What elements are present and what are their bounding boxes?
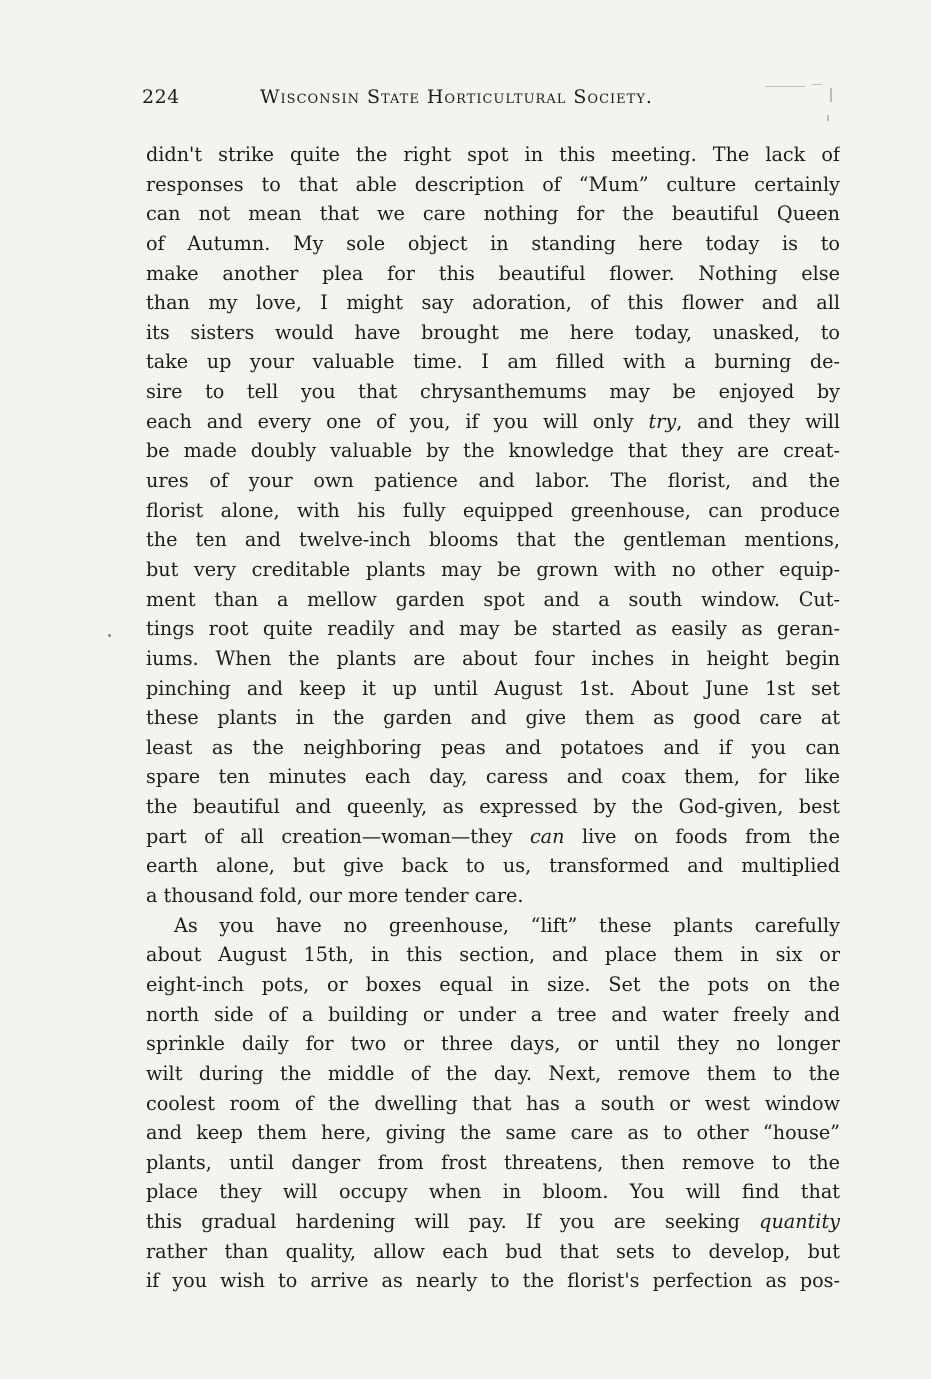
text-line: but very creditable plants may be grown with no other equip-	[146, 557, 840, 581]
text-line: earth alone, but give back to us, transformed and multiplied	[146, 854, 840, 878]
text-line: these plants in the garden and give them as good care at	[146, 706, 840, 730]
text-line: iums. When the plants are about four inches in height begin	[146, 646, 840, 670]
scan-artifacts	[760, 80, 840, 130]
body-text	[146, 140, 840, 1296]
text-line: sire to tell you that chrysanthemums may be enjoyed by	[146, 380, 840, 404]
text-line: coolest room of the dwelling that has a south or west window	[146, 1091, 840, 1115]
text-segment: live on foods from the	[564, 824, 840, 848]
text-line: than my love, I might say adoration, of this flower and all	[146, 291, 840, 315]
text-line: can not mean that we care nothing for the beautiful Queen	[146, 202, 840, 226]
text-line: responses to that able description of “Mum” culture certainly	[146, 172, 840, 196]
text-line: wilt during the middle of the day. Next, remove them to the	[146, 1061, 840, 1085]
text-line: the beautiful and queenly, as expressed by the God-given, best	[146, 795, 840, 819]
text-line: make another plea for this beautiful flower. Nothing else	[146, 261, 840, 285]
text-line: north side of a building or under a tree and water freely and	[146, 1002, 840, 1026]
text-line: florist alone, with his fully equipped greenhouse, can produce	[146, 498, 840, 522]
text-segment: part of all creation—woman—they	[146, 824, 530, 848]
text-line: about August 15th, in this section, and place them in six or	[146, 943, 840, 967]
text-line: its sisters would have brought me here today, unasked, to	[146, 320, 840, 344]
running-title: Wisconsin State Horticultural Society.	[260, 86, 653, 108]
text-line	[146, 407, 840, 437]
text-line: place they will occupy when in bloom. You will find that	[146, 1180, 840, 1204]
text-line: pinching and keep it up until August 1st. About June 1st set	[146, 676, 840, 700]
scan-speck	[108, 634, 111, 637]
text-line	[146, 822, 840, 852]
text-line: ures of your own patience and labor. The florist, and the	[146, 469, 840, 493]
text-line: and keep them here, giving the same care as to other “house”	[146, 1121, 840, 1145]
text-line: if you wish to arrive as nearly to the florist's perfection as pos-	[146, 1269, 840, 1293]
italic-emphasis: try	[648, 409, 677, 433]
text-line: sprinkle daily for two or three days, or until they no longer	[146, 1032, 840, 1056]
text-line	[146, 1207, 840, 1237]
text-line: plants, until danger from frost threatens, then remove to the	[146, 1150, 840, 1174]
text-line: the ten and twelve-inch blooms that the gentleman mentions,	[146, 528, 840, 552]
text-line: rather than quality, allow each bud that sets to develop, but	[146, 1239, 840, 1263]
text-line: a thousand fold, our more tender care.	[146, 884, 524, 908]
page-header	[142, 86, 842, 116]
text-line: As you have no greenhouse, “lift” these plants carefully	[174, 913, 840, 937]
text-line: be made doubly valuable by the knowledge that they are creat-	[146, 439, 840, 463]
text-line: ment than a mellow garden spot and a south window. Cut-	[146, 587, 840, 611]
text-line: take up your valuable time. I am filled with a burning de-	[146, 350, 840, 374]
text-segment: this gradual hardening will pay. If you are seeking	[146, 1210, 760, 1234]
text-line: tings root quite readily and may be started as easily as geran-	[146, 617, 840, 641]
italic-emphasis: quantity	[759, 1210, 840, 1234]
text-line: of Autumn. My sole object in standing here today is to	[146, 231, 840, 255]
text-segment: each and every one of you, if you will only	[146, 409, 649, 433]
text-line: spare ten minutes each day, caress and coax them, for like	[146, 765, 840, 789]
text-line: least as the neighboring peas and potatoes and if you can	[146, 735, 840, 759]
page-number: 224	[142, 86, 180, 108]
text-line: eight-inch pots, or boxes equal in size. Set the pots on the	[146, 972, 840, 996]
text-line: didn't strike quite the right spot in this meeting. The lack of	[146, 143, 840, 166]
text-segment: , and they will	[676, 409, 840, 433]
italic-emphasis: can	[529, 824, 565, 848]
